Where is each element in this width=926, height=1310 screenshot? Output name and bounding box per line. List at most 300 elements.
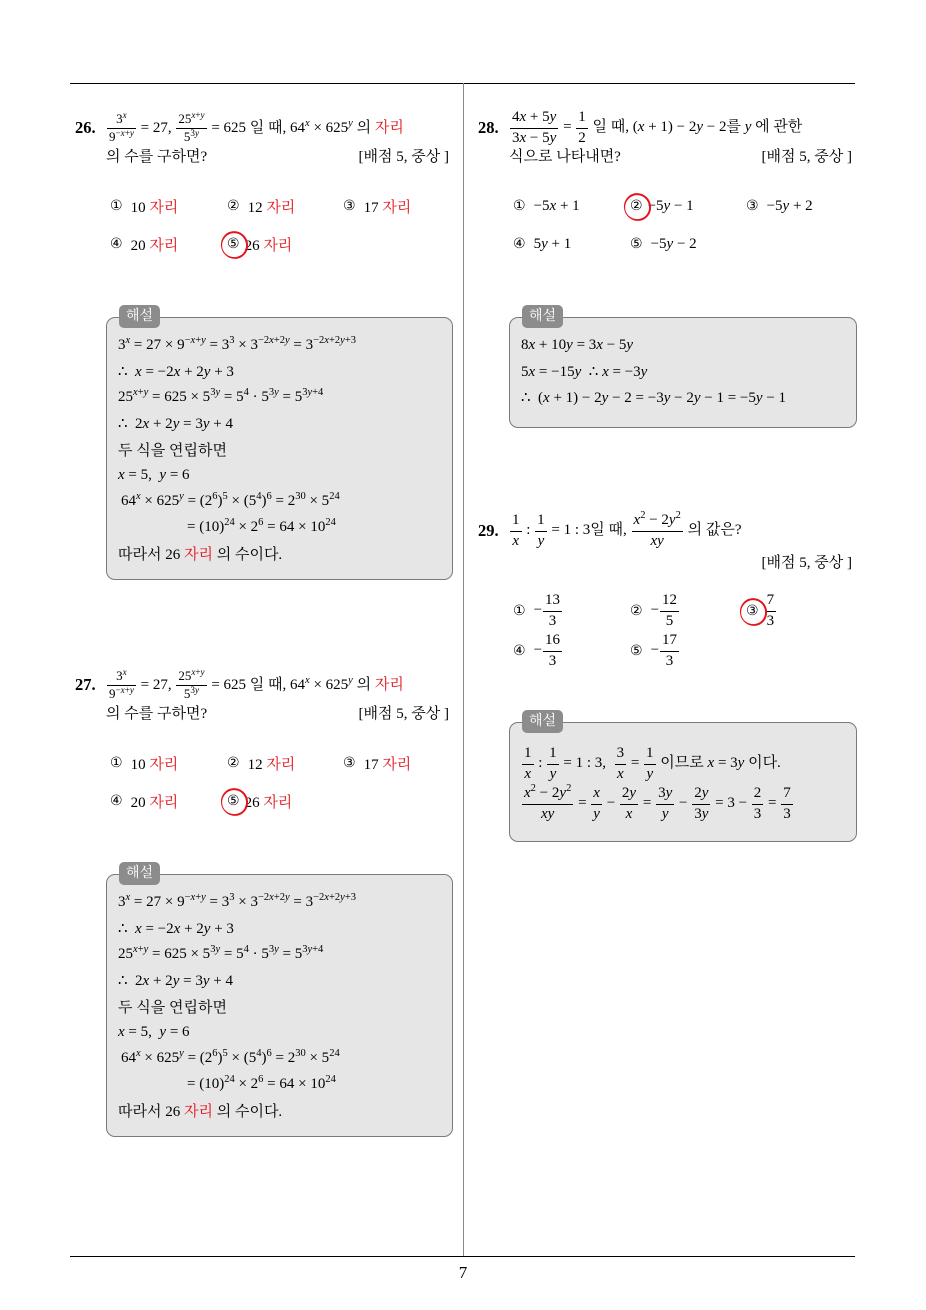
numerator — [660, 592, 679, 611]
math-text: 6 — [258, 1073, 264, 1085]
math-text: = 1 : 3일 때, — [547, 522, 631, 539]
math-variable: x — [190, 891, 196, 903]
math-variable: x — [136, 490, 141, 502]
math-text: = — [574, 795, 591, 812]
choice-value — [248, 196, 296, 217]
superscript — [258, 892, 290, 903]
denominator — [781, 805, 793, 823]
math-text: −x+y — [184, 334, 206, 346]
math-text: × 625 — [309, 119, 349, 136]
math-variable: x — [173, 363, 181, 380]
highlight-text: 자리 — [374, 119, 404, 136]
choice-marker-wrap — [110, 792, 123, 810]
superscript — [179, 491, 184, 502]
math-variable: y — [601, 389, 609, 406]
choice-value — [767, 198, 813, 215]
math-text: 3y — [268, 386, 279, 398]
math-text: 17 — [662, 632, 678, 649]
math-text: 25 — [118, 388, 133, 405]
choice-marker: ② — [227, 198, 240, 214]
math-text: = 625 × 5 — [148, 945, 211, 962]
math-text: 17 — [363, 199, 383, 216]
solution-text — [121, 1047, 340, 1067]
math-text: 2 — [578, 129, 586, 146]
highlight-text: 자리 — [149, 794, 179, 811]
math-text: 3y+4 — [302, 386, 324, 398]
solution-line — [521, 384, 850, 410]
math-text: 9 — [109, 128, 116, 144]
superscript — [295, 1048, 306, 1059]
denominator — [660, 652, 679, 670]
math-text: = 2 — [271, 492, 296, 509]
choice-value — [364, 753, 412, 774]
math-text: 5 — [665, 612, 674, 629]
solution-line — [118, 436, 446, 462]
math-variable: x — [593, 785, 600, 802]
math-text: x+y — [133, 943, 149, 955]
math-variable: x — [133, 943, 138, 955]
denominator — [620, 805, 638, 823]
math-text: 6 — [212, 1047, 218, 1059]
math-text: 13 — [545, 592, 561, 609]
solution-label: 해설 — [522, 305, 563, 328]
numerator — [543, 592, 562, 611]
math-text — [348, 675, 353, 686]
superscript — [185, 335, 206, 346]
highlight-text: 자리 — [382, 756, 412, 773]
math-text — [136, 491, 141, 502]
solution-line — [118, 1097, 446, 1123]
numerator — [510, 109, 558, 128]
math-text — [524, 766, 531, 782]
solution-label: 해설 — [522, 710, 563, 733]
choice-marker-wrap — [227, 197, 240, 215]
math-text: 16 — [545, 632, 561, 649]
fraction — [522, 785, 573, 823]
choice-marker: ② — [630, 198, 643, 214]
math-text: 10 — [130, 756, 150, 773]
choice-marker-wrap — [110, 235, 123, 253]
math-variable: y — [172, 972, 180, 989]
superscript — [302, 387, 323, 398]
denominator — [522, 805, 573, 823]
math-text: 5x = −15y ∴ x = −3y — [521, 363, 648, 380]
math-variable: x — [135, 363, 142, 380]
math-text: · 5 — [248, 945, 269, 962]
math-variable: x — [142, 415, 150, 432]
math-text: 24 — [224, 1073, 235, 1085]
superscript — [212, 1048, 217, 1059]
solution-lines — [118, 889, 446, 1123]
math-text: −2x+2y+3 — [313, 334, 356, 346]
column-divider — [463, 83, 464, 1256]
math-text: 9 — [109, 685, 116, 701]
math-variable: x — [191, 666, 196, 677]
solution-text — [521, 388, 786, 407]
math-text: × 3 — [234, 336, 258, 353]
math-variable: y — [744, 119, 752, 136]
math-variable: x — [136, 1047, 141, 1059]
solution-line — [118, 462, 446, 488]
math-variable: x — [269, 891, 274, 903]
superscript — [210, 944, 220, 955]
solution-line — [118, 358, 446, 384]
solution-line — [118, 488, 446, 514]
math-text: 2y — [694, 785, 709, 802]
choice-marker-wrap — [746, 197, 759, 215]
math-text: 10 — [130, 199, 150, 216]
math-text: = — [627, 755, 644, 772]
highlight-text: 자리 — [149, 756, 179, 773]
solution-lines — [521, 332, 850, 410]
math-text: 3 — [766, 612, 775, 629]
math-text: 3y — [190, 684, 199, 695]
math-text: 3x − 5y — [512, 129, 557, 146]
choice-3 — [746, 591, 777, 631]
math-text — [617, 766, 624, 782]
choice-marker-wrap — [513, 197, 526, 215]
math-variable: xy — [540, 805, 555, 822]
math-text: − — [602, 795, 619, 812]
numerator — [615, 745, 627, 764]
solution-line — [118, 889, 446, 915]
choice-marker: ⑤ — [227, 793, 240, 809]
choice-marker: ① — [513, 603, 526, 619]
choice-5 — [630, 224, 697, 264]
choice-marker-wrap — [630, 197, 643, 215]
math-text: ∴ 2x + 2y = 3y + 4 — [118, 415, 233, 432]
choice-marker: ④ — [513, 643, 526, 659]
solution-label: 해설 — [119, 862, 160, 885]
math-variable: y — [666, 235, 674, 252]
math-variable: x — [707, 755, 715, 772]
highlight-text: 자리 — [183, 546, 213, 563]
superscript — [258, 517, 263, 528]
math-variable: y — [701, 785, 709, 802]
highlight-text: 자리 — [374, 676, 404, 693]
choice-marker-wrap — [630, 642, 643, 660]
math-variable: y — [549, 765, 557, 782]
question-text — [106, 702, 207, 723]
math-text: 7 — [766, 592, 775, 609]
superscript — [313, 335, 356, 346]
choice-value — [534, 592, 563, 630]
math-variable: y — [203, 363, 211, 380]
choice-marker: ② — [227, 755, 240, 771]
numerator — [176, 666, 206, 686]
math-variable: x — [519, 129, 527, 146]
choice-marker: ④ — [110, 793, 123, 809]
math-text: 2 — [753, 785, 762, 802]
choice-marker-wrap — [746, 602, 759, 620]
superscript — [269, 387, 279, 398]
choice-marker-wrap — [227, 792, 240, 810]
problem-27 — [75, 665, 455, 1145]
math-text: 3y+4 — [302, 943, 324, 955]
math-text — [593, 806, 600, 822]
choice-marker-wrap — [343, 197, 356, 215]
math-text: 12 — [247, 756, 267, 773]
math-text: = 64 × 10 — [263, 1075, 326, 1092]
choice-3 — [343, 186, 411, 226]
choice-marker: ③ — [343, 755, 356, 771]
math-text: 5 — [222, 1047, 228, 1059]
superscript — [223, 491, 228, 502]
math-text: = (10) — [187, 1075, 225, 1092]
math-variable: y — [129, 127, 134, 138]
math-text: − — [675, 795, 692, 812]
math-variable: x — [120, 684, 125, 695]
math-variable: y — [340, 891, 345, 903]
solution-line — [118, 993, 446, 1019]
solution-box — [106, 865, 453, 1137]
math-text: −2x+2y — [257, 891, 290, 903]
denominator — [660, 612, 679, 630]
superscript — [325, 517, 336, 528]
math-text: 4x + 5y — [512, 109, 557, 126]
superscript — [302, 944, 323, 955]
math-text: 의 — [352, 119, 375, 136]
math-text: 24 — [329, 490, 340, 502]
superscript — [348, 675, 353, 686]
superscript — [229, 335, 234, 346]
superscript — [123, 110, 127, 120]
choice-marker: ① — [110, 198, 123, 214]
choice-value — [245, 234, 293, 255]
choice-value — [131, 196, 179, 217]
superscript — [136, 491, 141, 502]
solution-box — [509, 308, 857, 428]
problem-number: 26. — [75, 118, 96, 137]
choice-marker: ⑤ — [630, 643, 643, 659]
math-variable: x — [519, 109, 527, 126]
math-text: ∴ x = −2x + 2y + 3 — [118, 920, 234, 937]
math-text: 6 — [266, 1047, 272, 1059]
math-variable: y — [348, 674, 353, 686]
solution-text — [118, 362, 234, 381]
numerator — [522, 745, 534, 764]
math-text: ) — [217, 492, 223, 509]
math-text: = 1 : 3, — [559, 755, 614, 772]
math-text: 2 — [530, 783, 536, 795]
fraction — [781, 785, 793, 823]
math-variable: y — [274, 943, 279, 955]
answer-circle-marker — [619, 189, 655, 226]
math-variable: x — [142, 972, 150, 989]
solution-box — [106, 308, 453, 580]
math-variable: x — [173, 920, 181, 937]
math-text: ∴ (x + 1) − 2y − 2 = −3y − 2y − 1 = −5y − 1 — [521, 389, 787, 406]
superscript — [269, 944, 279, 955]
math-variable: y — [194, 127, 199, 138]
highlight-text: 자리 — [183, 1103, 213, 1120]
fraction — [752, 785, 764, 823]
math-text: 20 — [130, 237, 150, 254]
math-text: × (5 — [227, 492, 257, 509]
choice-2 — [227, 186, 295, 226]
solution-text — [521, 362, 647, 381]
math-text: 6 — [258, 516, 264, 528]
solution-text — [118, 334, 356, 354]
math-text: 식으로 나타내면? — [509, 148, 621, 165]
choice-value — [534, 236, 572, 253]
math-variable: y — [663, 389, 671, 406]
numerator — [644, 745, 656, 764]
superscript — [348, 118, 353, 129]
math-text — [524, 785, 531, 801]
math-variable: x — [596, 336, 603, 353]
math-text: 12 — [662, 592, 678, 609]
math-text: = 625 × 5 — [148, 388, 211, 405]
math-text: 두 식을 연립하면 — [118, 999, 227, 1016]
math-variable: y — [340, 334, 345, 346]
fraction — [543, 632, 562, 670]
math-text: 1 — [512, 512, 520, 529]
math-variable: x — [125, 891, 131, 903]
choice-marker-wrap — [110, 197, 123, 215]
math-text: 25 — [178, 667, 192, 683]
numerator — [510, 512, 522, 531]
math-variable: y — [179, 490, 184, 502]
solution-line — [118, 1045, 446, 1071]
solution-text — [118, 439, 227, 460]
solution-text — [118, 543, 282, 564]
math-text: 64 — [121, 1049, 136, 1066]
solution-text — [187, 516, 336, 536]
math-text: 3 — [118, 336, 126, 353]
superscript — [136, 1048, 141, 1059]
math-variable: y — [202, 972, 210, 989]
fraction — [591, 785, 602, 823]
superscript — [133, 944, 148, 955]
denominator — [692, 805, 710, 823]
math-variable: y — [284, 334, 290, 346]
math-text: 64 — [121, 492, 136, 509]
superscript — [256, 491, 261, 502]
math-text: −5y − 1 — [647, 197, 694, 214]
math-text: · 5 — [248, 388, 269, 405]
math-text: 3 — [548, 652, 557, 669]
math-variable: x — [190, 334, 196, 346]
choice-5 — [227, 224, 292, 264]
math-text: = 3 — [289, 336, 314, 353]
choice-value — [131, 234, 179, 255]
math-variable: y — [172, 415, 180, 432]
choice-marker-wrap — [227, 235, 240, 253]
math-text: x+y — [191, 666, 205, 677]
superscript — [126, 892, 131, 903]
solution-text — [118, 971, 233, 990]
question-text — [106, 145, 207, 166]
math-text: = (10) — [187, 518, 225, 535]
math-variable: x — [324, 334, 329, 346]
superscript — [133, 387, 148, 398]
problem-number: 28. — [478, 118, 499, 137]
choice-value — [648, 198, 694, 215]
math-text: × 5 — [305, 492, 330, 509]
fraction — [547, 745, 559, 783]
solution-line — [118, 1019, 446, 1045]
choice-marker: ⑤ — [227, 236, 240, 252]
choice-value — [131, 791, 179, 812]
math-variable: x — [528, 336, 536, 353]
math-variable: y — [668, 512, 676, 529]
choice-marker-wrap — [343, 754, 356, 772]
math-text: 5y + 1 — [533, 235, 572, 252]
answer-circle-marker — [216, 227, 252, 264]
fraction — [644, 745, 656, 783]
math-variable: y — [559, 785, 567, 802]
superscript — [244, 944, 249, 955]
math-text: 두 식을 연립하면 — [118, 442, 227, 459]
math-text: 3y — [190, 127, 199, 138]
math-text: × 5 — [305, 1049, 330, 1066]
choice-marker: ④ — [513, 236, 526, 252]
math-variable: y — [179, 1047, 184, 1059]
solution-label: 해설 — [119, 305, 160, 328]
solution-text — [118, 467, 190, 484]
math-text: 1 — [537, 512, 545, 529]
math-variable: x — [122, 666, 127, 677]
math-text: 1 — [549, 745, 557, 762]
math-text: 의 수를 구하면? — [106, 705, 208, 722]
choice-4 — [513, 631, 563, 671]
solution-text — [118, 891, 356, 911]
solution-text — [121, 490, 340, 510]
choice-value — [534, 632, 563, 670]
math-variable: y — [215, 943, 221, 955]
math-variable: x — [122, 109, 127, 120]
math-text — [662, 806, 669, 822]
math-variable: y — [541, 235, 548, 252]
answer-circle-marker — [216, 784, 252, 821]
question-line-2 — [509, 135, 852, 175]
math-variable: y — [159, 1023, 167, 1040]
math-text: = 5 — [220, 388, 244, 405]
choice-marker-wrap — [227, 754, 240, 772]
math-variable: x — [269, 334, 274, 346]
choice-1 — [513, 186, 580, 226]
question-line-2 — [509, 541, 852, 581]
solution-text — [118, 1100, 282, 1121]
math-text: 4 — [243, 943, 249, 955]
choice-1 — [513, 591, 563, 631]
math-text: −5y + 2 — [766, 197, 813, 214]
math-text: 3y — [658, 785, 673, 802]
math-text: 의 수를 구하면? — [106, 148, 208, 165]
denominator — [591, 805, 602, 823]
choice-4 — [513, 224, 571, 264]
math-text: = — [559, 119, 576, 136]
solution-line — [118, 915, 446, 941]
superscript — [258, 1074, 263, 1085]
numerator — [107, 666, 136, 686]
math-text: ) — [261, 492, 267, 509]
math-text: = 625 일 때, 64 — [207, 676, 306, 693]
superscript — [640, 510, 645, 521]
math-text: 3y — [210, 943, 221, 955]
choice-2 — [630, 591, 680, 631]
math-text: 의 값은? — [683, 522, 742, 539]
choice-value — [651, 592, 680, 630]
choice-3 — [746, 186, 813, 226]
solution-text — [118, 919, 234, 938]
math-text: 일 때, (x + 1) − 2y − 2를 y 에 관한 — [588, 119, 803, 136]
math-variable: x — [625, 805, 633, 822]
math-text: 3 — [229, 334, 235, 346]
math-variable: y — [201, 334, 206, 346]
math-text: = 3 — [205, 893, 230, 910]
